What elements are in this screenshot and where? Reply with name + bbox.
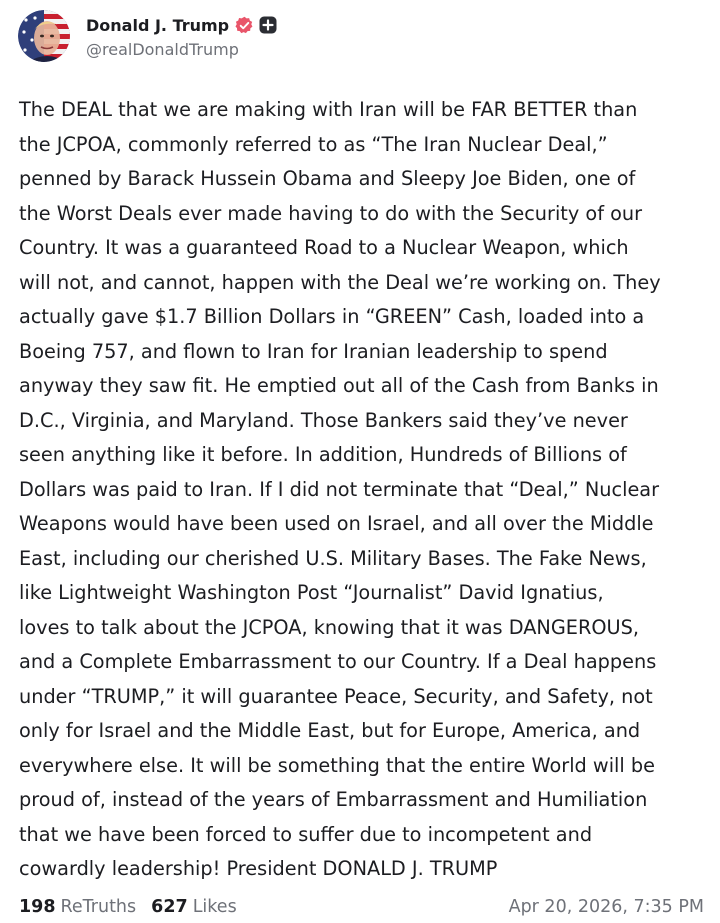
post-text-line: D.C., Virginia, and Maryland. Those Bankers said they’ve never xyxy=(19,408,628,432)
post-text-line: seen anything like it before. In addition, Hundreds of Billions of xyxy=(19,443,627,466)
engagement-stats xyxy=(19,897,237,917)
avatar[interactable] xyxy=(18,10,70,62)
likes-stat[interactable] xyxy=(151,897,237,917)
verified-badge-icon xyxy=(235,16,254,35)
post-text-line: Country. It was a guaranteed Road to a Nuclear Weapon, which xyxy=(19,236,629,259)
post-text-line: The DEAL that we are making with Iran will be FAR BETTER than xyxy=(19,98,638,121)
post-text-line: the JCPOA, commonly referred to as “The Iran Nuclear Deal,” xyxy=(19,132,608,156)
post-text-line: Boeing 757, and flown to Iran for Iranian leadership to spend xyxy=(19,339,608,363)
post-text-line: the Worst Deals ever made having to do with the Security of our xyxy=(19,201,643,225)
post-timestamp[interactable]: Apr 20, 2026, 7:35 PM xyxy=(508,897,704,917)
author-identity xyxy=(86,13,277,59)
author-handle[interactable]: @realDonaldTrump xyxy=(86,40,239,59)
post-text-line: loves to talk about the JCPOA, knowing that it was DANGEROUS, xyxy=(19,615,639,639)
likes-count: 627 xyxy=(151,897,188,917)
post-text-line: that we have been forced to suffer due to incompetent and xyxy=(19,822,593,846)
post-header xyxy=(18,8,277,64)
name-row xyxy=(86,13,277,37)
retruths-stat[interactable] xyxy=(19,897,136,917)
post-text-line: penned by Barack Hussein Obama and Sleepy Joe Biden, one of xyxy=(19,167,636,190)
post-text-line: Dollars was paid to Iran. If I did not terminate that “Deal,” Nuclear xyxy=(19,477,660,501)
post-text-line: East, including our cherished U.S. Military Bases. The Fake News, xyxy=(19,546,647,570)
likes-label: Likes xyxy=(192,897,237,917)
post-text-line: like Lightweight Washington Post “Journalist” David Ignatius, xyxy=(19,581,604,604)
post-text-line: and a Complete Embarrassment to our Country. If a Deal happens xyxy=(19,650,657,673)
post-text-line: actually gave $1.7 Billion Dollars in “GREEN” Cash, loaded into a xyxy=(19,305,645,328)
post-text-line: Weapons would have been used on Israel, and all over the Middle xyxy=(19,512,654,535)
post-text-line: cowardly leadership! President DONALD J. TRUMP xyxy=(19,857,498,880)
post-text-line: everywhere else. It will be something that the entire World will be xyxy=(19,753,655,777)
post-text-line: only for Israel and the Middle East, but for Europe, America, and xyxy=(19,719,641,742)
post-text-line: will not, and cannot, happen with the Deal we’re working on. They xyxy=(19,270,661,294)
retruths-label: ReTruths xyxy=(60,897,137,917)
retruths-count: 198 xyxy=(19,897,56,917)
post-body xyxy=(19,93,711,887)
plus-badge-icon xyxy=(259,16,277,34)
post-footer xyxy=(19,893,704,921)
post-text-line: proud of, instead of the years of Embarrassment and Humiliation xyxy=(19,788,648,811)
post-text-line: under “TRUMP,” it will guarantee Peace, Security, and Safety, not xyxy=(19,684,653,708)
display-name[interactable]: Donald J. Trump xyxy=(86,15,230,35)
post-text-line: anyway they saw fit. He emptied out all of the Cash from Banks in xyxy=(19,374,659,397)
